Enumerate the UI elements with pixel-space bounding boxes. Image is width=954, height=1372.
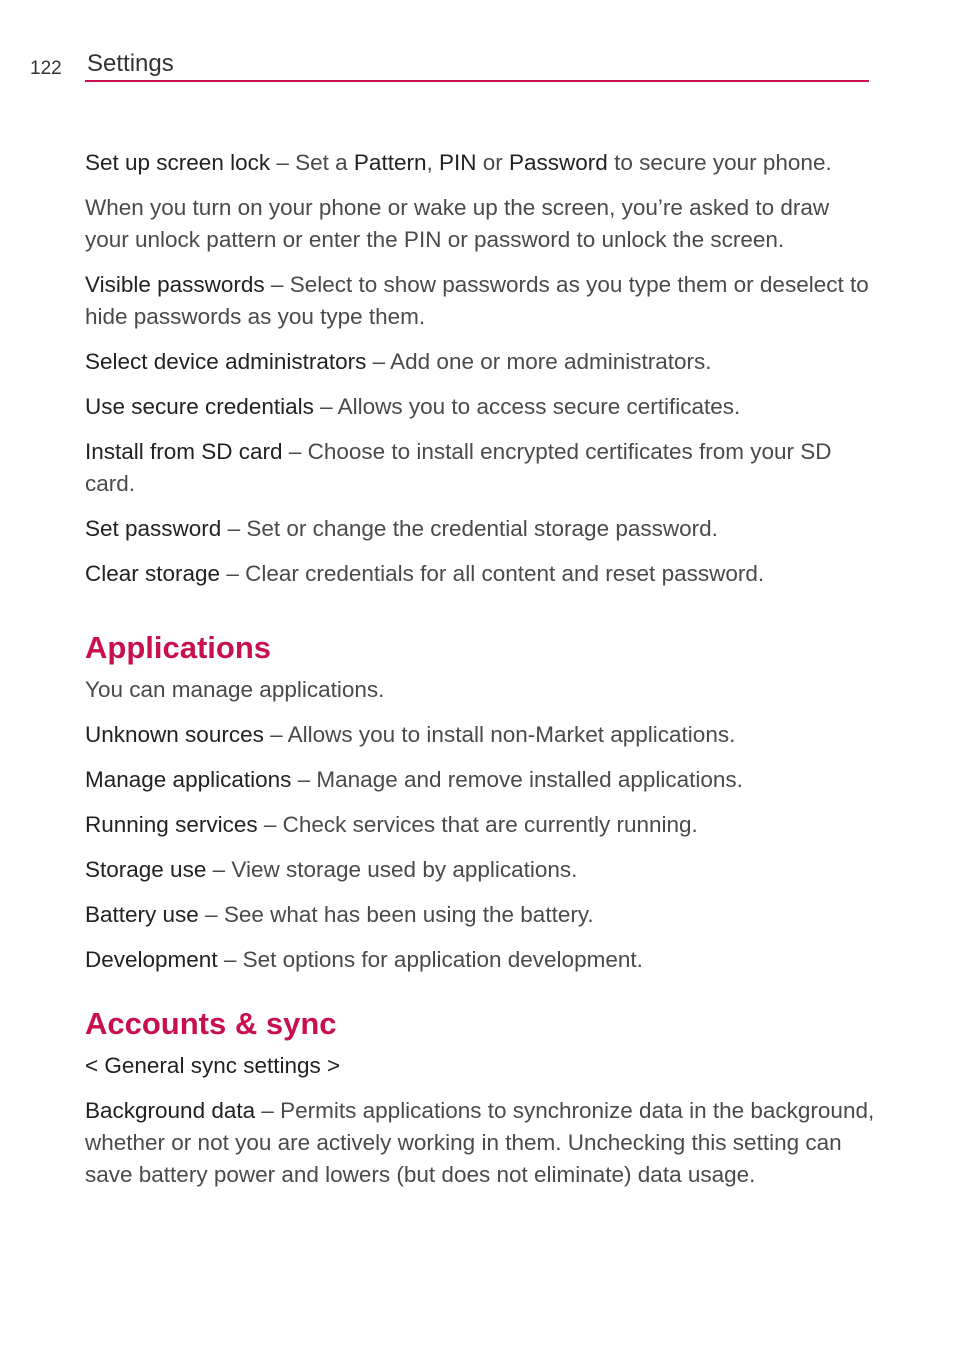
setting-desc: – Set options for application development. bbox=[217, 947, 643, 972]
setting-item-battery-use bbox=[85, 899, 875, 931]
heading-accounts-sync: Accounts & sync bbox=[85, 1006, 337, 1041]
applications-intro: You can manage applications. bbox=[85, 677, 385, 702]
screen-lock-explanation: When you turn on your phone or wake up the screen, you’re asked to draw your unlock pattern or enter the PIN or password to unlock the screen. bbox=[85, 195, 830, 252]
setting-desc: – Choose to install encrypted certificates from your SD card. bbox=[85, 439, 832, 496]
setting-term: Running services bbox=[85, 812, 258, 837]
setting-item-secure-credentials bbox=[85, 391, 875, 423]
setting-desc: – Allows you to install non-Market applications. bbox=[263, 722, 736, 747]
setting-desc: – Manage and remove installed applications. bbox=[291, 767, 743, 792]
setting-term: Visible passwords bbox=[85, 272, 265, 297]
setting-item-screen-lock bbox=[85, 147, 875, 179]
setting-desc: – Permits applications to synchronize data in the background, whether or not you are actively working in them. Unchecking this setting can save battery power and lowers (but does not eliminate) data usage. bbox=[85, 1098, 875, 1187]
heading-applications: Applications bbox=[85, 630, 272, 665]
setting-term: Battery use bbox=[85, 902, 199, 927]
setting-term: Clear storage bbox=[85, 561, 221, 586]
setting-term: Set password bbox=[85, 516, 222, 541]
setting-desc: – Set or change the credential storage password. bbox=[221, 516, 718, 541]
setting-desc: – Set a bbox=[270, 150, 354, 175]
header-rule bbox=[85, 80, 869, 82]
setting-term: Install from SD card bbox=[85, 439, 283, 464]
setting-desc: or bbox=[476, 150, 510, 175]
setting-term: Development bbox=[85, 947, 218, 972]
page-content bbox=[85, 147, 875, 1204]
setting-item-set-password bbox=[85, 513, 875, 545]
page-header bbox=[0, 48, 954, 84]
page-number: 122 bbox=[30, 58, 62, 79]
setting-term: Background data bbox=[85, 1098, 256, 1123]
setting-desc: – Add one or more administrators. bbox=[366, 349, 712, 374]
section-title: Settings bbox=[87, 50, 174, 77]
setting-term: Select device administrators bbox=[85, 349, 367, 374]
general-sync-subheading: < General sync settings > bbox=[85, 1053, 341, 1078]
setting-term: Manage applications bbox=[85, 767, 292, 792]
setting-item-device-administrators bbox=[85, 346, 875, 378]
setting-term: Storage use bbox=[85, 857, 207, 882]
setting-term-pattern: Pattern bbox=[353, 150, 427, 175]
setting-term-pin: PIN bbox=[438, 150, 477, 175]
setting-desc: , bbox=[426, 150, 439, 175]
setting-term: Unknown sources bbox=[85, 722, 264, 747]
setting-item-unknown-sources bbox=[85, 719, 875, 751]
setting-desc: – Clear credentials for all content and reset password. bbox=[220, 561, 765, 586]
setting-item-running-services bbox=[85, 809, 875, 841]
setting-desc: – See what has been using the battery. bbox=[198, 902, 594, 927]
setting-term: Use secure credentials bbox=[85, 394, 314, 419]
setting-desc: – Select to show passwords as you type them or deselect to hide passwords as you type them. bbox=[85, 272, 869, 329]
setting-term: Set up screen lock bbox=[85, 150, 271, 175]
setting-item-storage-use bbox=[85, 854, 875, 886]
setting-term-password: Password bbox=[509, 150, 608, 175]
setting-desc: – View storage used by applications. bbox=[206, 857, 578, 882]
setting-item-install-sd bbox=[85, 436, 875, 500]
setting-desc: to secure your phone. bbox=[607, 150, 832, 175]
setting-item-manage-applications bbox=[85, 764, 875, 796]
setting-item-development bbox=[85, 944, 875, 976]
setting-desc: – Check services that are currently running. bbox=[257, 812, 698, 837]
setting-item-background-data bbox=[85, 1095, 875, 1191]
setting-item-clear-storage bbox=[85, 558, 875, 590]
setting-desc: – Allows you to access secure certificates. bbox=[313, 394, 741, 419]
setting-item-visible-passwords bbox=[85, 269, 875, 333]
